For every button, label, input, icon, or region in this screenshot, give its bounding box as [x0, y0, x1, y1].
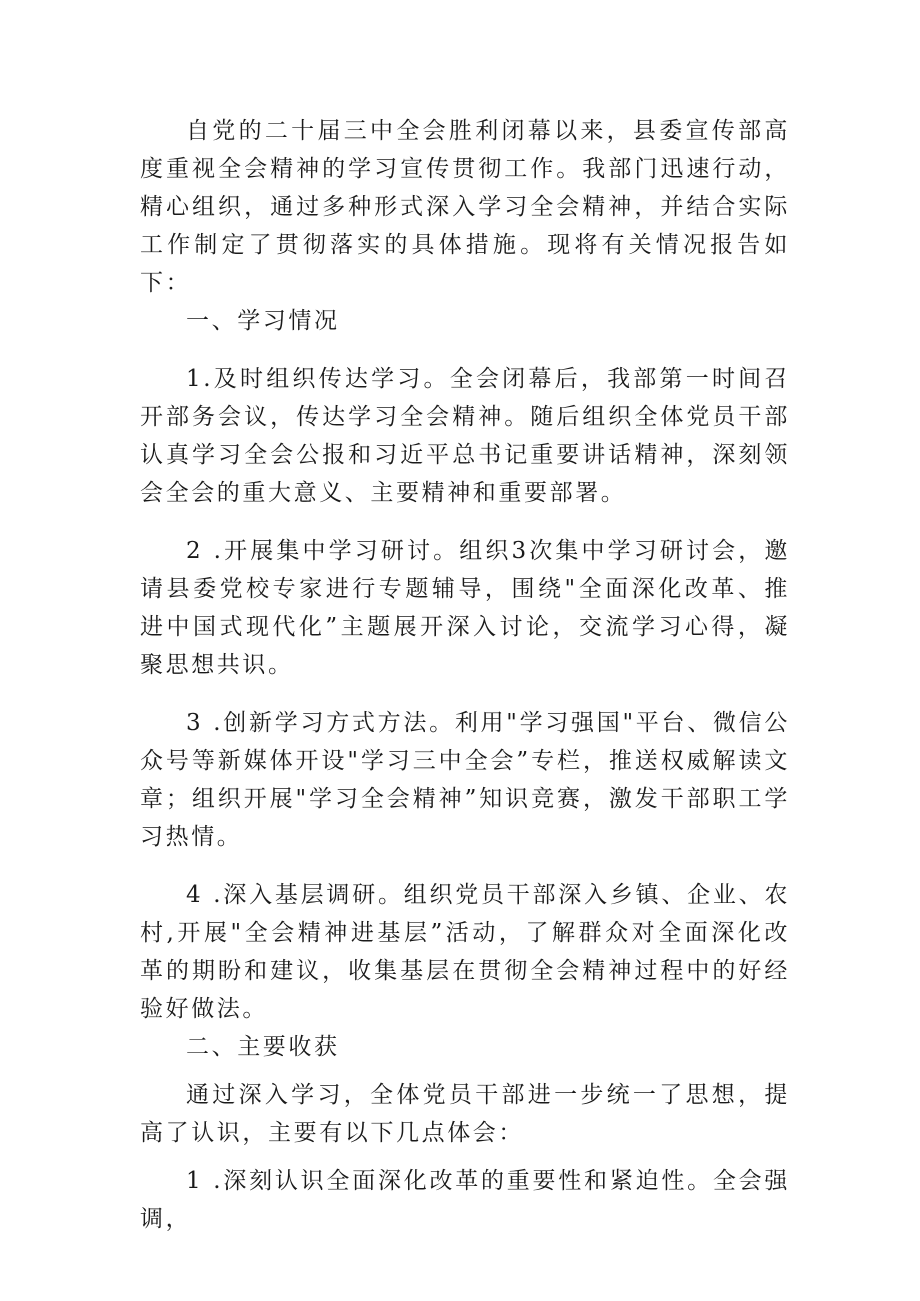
paragraph-item-2: 2 .开展集中学习研讨。组织3次集中学习研讨会，邀请县委党校专家进行专题辅导，围绕"全面深化改革、推进中国式现代化”主题展开深入讨论，交流学习心得，凝聚思想共识。 [140, 538, 790, 678]
paragraph-gains-item-1: 1 .深刻认识全面深化改革的重要性和紧迫性。全会强调， [140, 1168, 790, 1232]
section-heading-gains: 二、主要收获 [186, 1034, 340, 1060]
paragraph-item-4: 4 .深入基层调研。组织党员干部深入乡镇、企业、农村,开展"全会精神进基层”活动，了解群众对全面深化改革的期盼和建议，收集基层在贯彻全会精神过程中的好经验好做法。 [140, 882, 790, 1022]
paragraph-item-1: 1.及时组织传达学习。全会闭幕后，我部第一时间召开部务会议，传达学习全会精神。随后组织全体党员干部认真学习全会公报和习近平总书记重要讲话精神，深刻领会全会的重大意义、主要精神和重要部署。 [140, 366, 790, 506]
section-heading-study: 一、学习情况 [186, 308, 340, 334]
intro-paragraph: 自党的二十届三中全会胜利闭幕以来，县委宣传部高度重视全会精神的学习宣传贯彻工作。我部门迅速行动，精心组织，通过多种形式深入学习全会精神，并结合实际工作制定了贯彻落实的具体措施。现将有关情况报告如下： [140, 118, 790, 296]
paragraph-item-3: 3 .创新学习方式方法。利用"学习强国"平台、微信公众号等新媒体开设"学习三中全会”专栏，推送权威解读文章；组织开展"学习全会精神”知识竞赛，激发干部职工学习热情。 [140, 710, 790, 850]
paragraph-gains-intro: 通过深入学习，全体党员干部进一步统一了思想，提高了认识，主要有以下几点体会： [140, 1082, 790, 1146]
document-body [140, 112, 790, 1238]
